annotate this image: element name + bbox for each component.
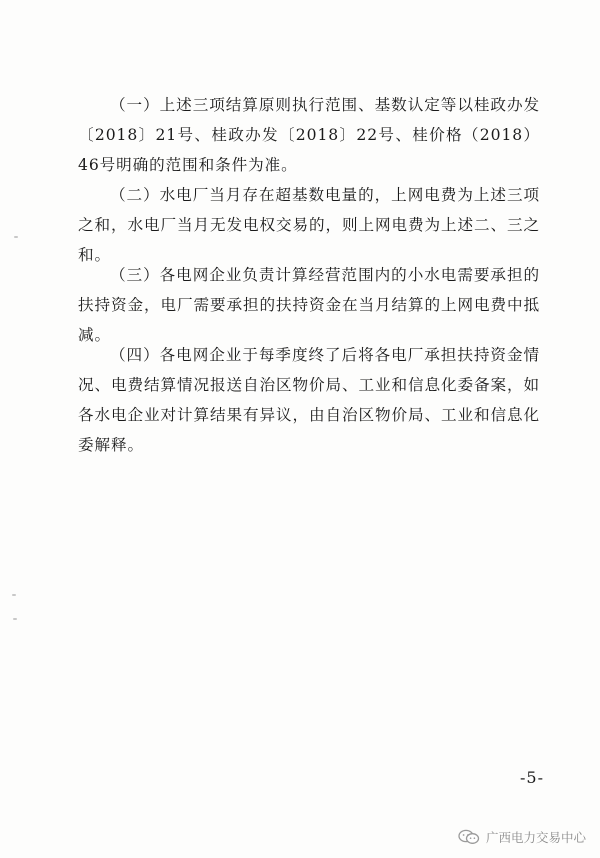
watermark-text: 广西电力交易中心	[485, 830, 586, 845]
paragraph-4: （四）各电网企业于每季度终了后将各电厂承担扶持资金情况、电费结算情况报送自治区物价局、工业和信息化委备案，如各水电企业对计算结果有异议，由自治区物价局、工业和信息化委解释。	[78, 346, 540, 454]
scan-speck	[14, 236, 18, 238]
paragraph-3: （三）各电网企业负责计算经营范围内的小水电需要承担的扶持资金，电厂需要承担的扶持资金在当月结算的上网电费中抵减。	[78, 266, 540, 344]
page-number: -5-	[520, 768, 544, 787]
paragraph-2: （二）水电厂当月存在超基数电量的，上网电费为上述三项之和，水电厂当月无发电权交易的，则上网电费为上述二、三之和。	[78, 186, 540, 264]
wechat-icon	[458, 829, 480, 845]
watermark	[458, 828, 586, 846]
scan-speck	[13, 618, 17, 620]
scan-speck	[12, 594, 16, 596]
paragraph-1: （一）上述三项结算原则执行范围、基数认定等以桂政办发〔2018〕21号、桂政办发〔2018〕22号、桂价格（2018）46号明确的范围和条件为准。	[78, 96, 540, 174]
